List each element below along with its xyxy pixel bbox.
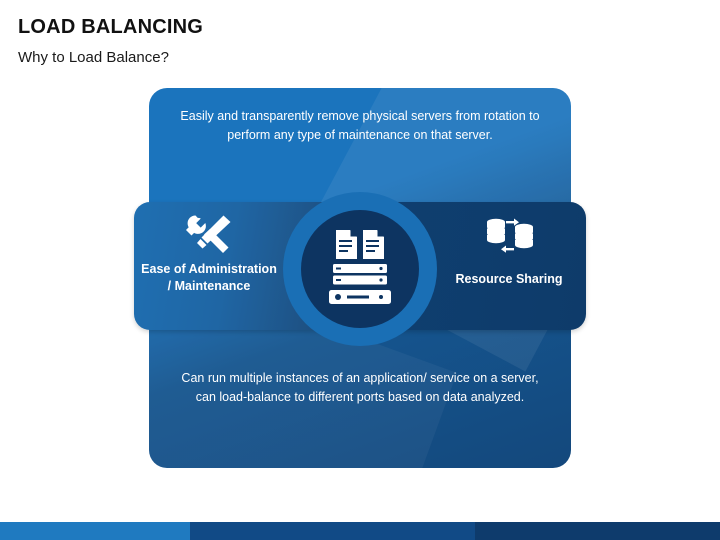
bottom-description-text: Can run multiple instances of an application/ service on a server, can load-balance to different ports based on data analyzed. <box>181 371 539 404</box>
left-feature-label: Ease of Administration / Maintenance <box>141 262 277 293</box>
right-feature-label: Resource Sharing <box>455 272 563 286</box>
page-subtitle: Why to Load Balance? <box>18 49 169 66</box>
page-title: LOAD BALANCING <box>18 16 204 38</box>
footer-bar <box>0 522 720 540</box>
wrench-screwdriver-icon <box>183 212 235 256</box>
database-transfer-icon <box>484 215 536 259</box>
footer-segment-3 <box>475 522 720 540</box>
footer-segment-1 <box>0 522 190 540</box>
footer-segment-2 <box>190 522 475 540</box>
diagram-stage <box>0 75 720 495</box>
server-documents-icon <box>325 228 395 310</box>
top-description-text: Easily and transparently remove physical servers from rotation to perform any type of maintenance on that server. <box>180 109 540 142</box>
